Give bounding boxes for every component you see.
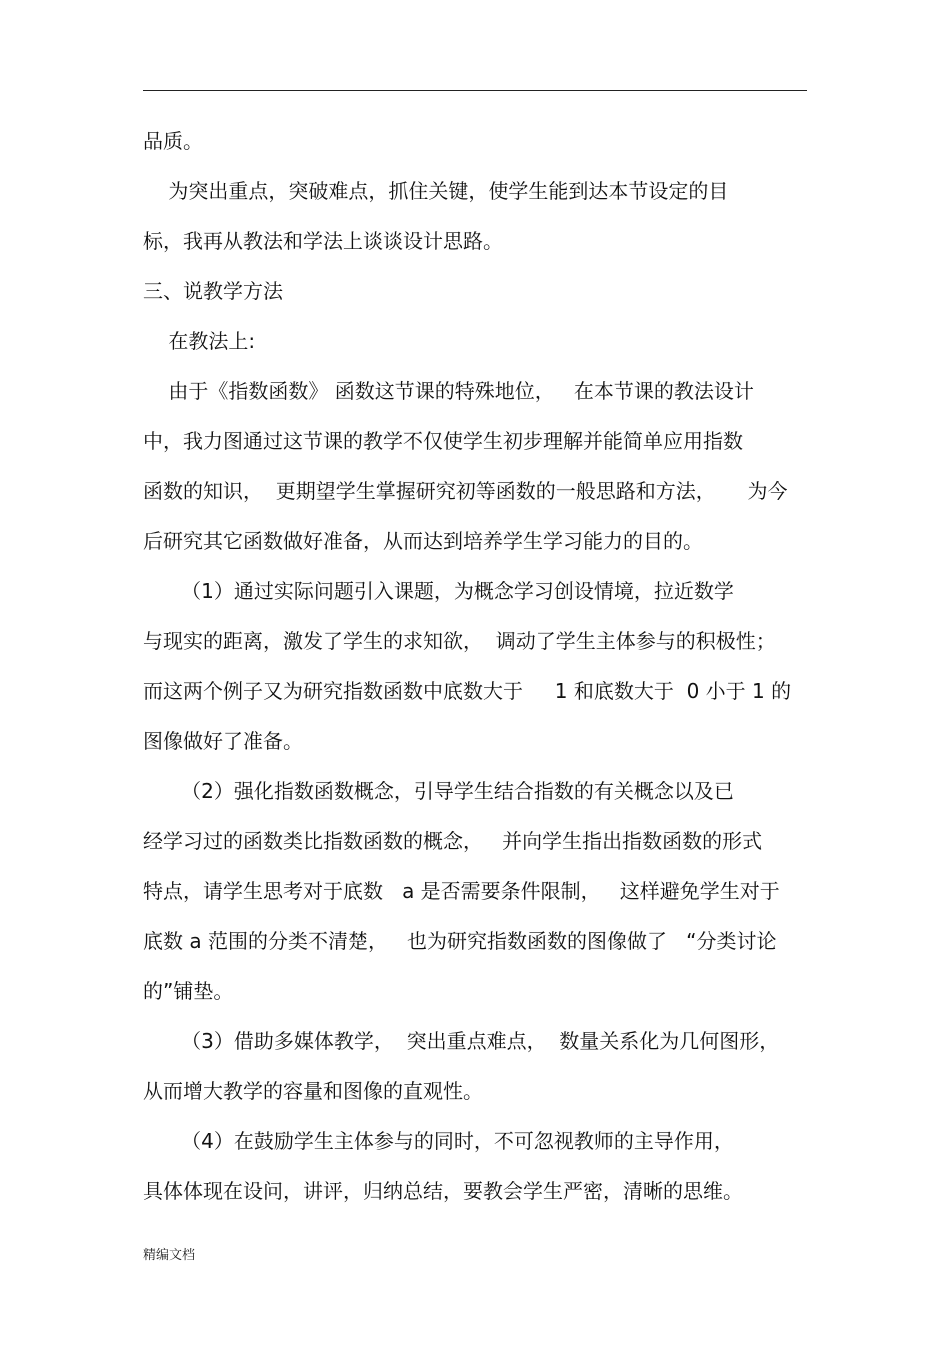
- text-line: 中，我力图通过这节课的教学不仅使学生初步理解并能简单应用指数: [143, 429, 743, 453]
- footer-label: 精编文档: [143, 1248, 196, 1263]
- text-line: （2）强化指数函数概念，引导学生结合指数的有关概念以及已: [143, 779, 734, 803]
- text-line: 函数的知识， 更期望学生掌握研究初等函数的一般思路和方法， 为今: [143, 479, 788, 503]
- header-rule: [143, 90, 807, 91]
- text-line: 品质。: [143, 129, 203, 153]
- text-line: 后研究其它函数做好准备，从而达到培养学生学习能力的目的。: [143, 529, 703, 553]
- text-line: 底数 a 范围的分类不清楚， 也为研究指数函数的图像做了 “分类讨论: [143, 929, 777, 953]
- text-line: （4）在鼓励学生主体参与的同时，不可忽视教师的主导作用，: [143, 1129, 734, 1153]
- text-line: 的”铺垫。: [143, 979, 234, 1003]
- text-line: （3）借助多媒体教学， 突出重点难点， 数量关系化为几何图形，: [143, 1029, 780, 1053]
- text-line: 经学习过的函数类比指数函数的概念， 并向学生指出指数函数的形式: [143, 829, 763, 853]
- text-line: 与现实的距离，激发了学生的求知欲， 调动了学生主体参与的积极性；: [143, 629, 776, 653]
- text-line: 图像做好了准备。: [143, 729, 303, 753]
- body-text: [143, 116, 807, 1216]
- text-line: 特点，请学生思考对于底数 a 是否需要条件限制， 这样避免学生对于: [143, 879, 780, 903]
- text-line: 在教法上:: [143, 329, 256, 353]
- section-heading: 三、说教学方法: [143, 279, 283, 303]
- text-line: 从而增大教学的容量和图像的直观性。: [143, 1079, 483, 1103]
- text-line: （1）通过实际问题引入课题，为概念学习创设情境，拉近数学: [143, 579, 734, 603]
- text-line: 由于《指数函数》 函数这节课的特殊地位， 在本节课的教法设计: [143, 379, 754, 403]
- text-line: 为突出重点，突破难点，抓住关键，使学生能到达本节设定的目: [143, 179, 729, 203]
- text-line: 而这两个例子又为研究指数函数中底数大于 1 和底数大于 0 小于 1 的: [143, 679, 792, 703]
- text-line: 具体体现在设问，讲评，归纳总结，要教会学生严密，清晰的思维。: [143, 1179, 743, 1203]
- text-line: 标，我再从教法和学法上谈谈设计思路。: [143, 229, 503, 253]
